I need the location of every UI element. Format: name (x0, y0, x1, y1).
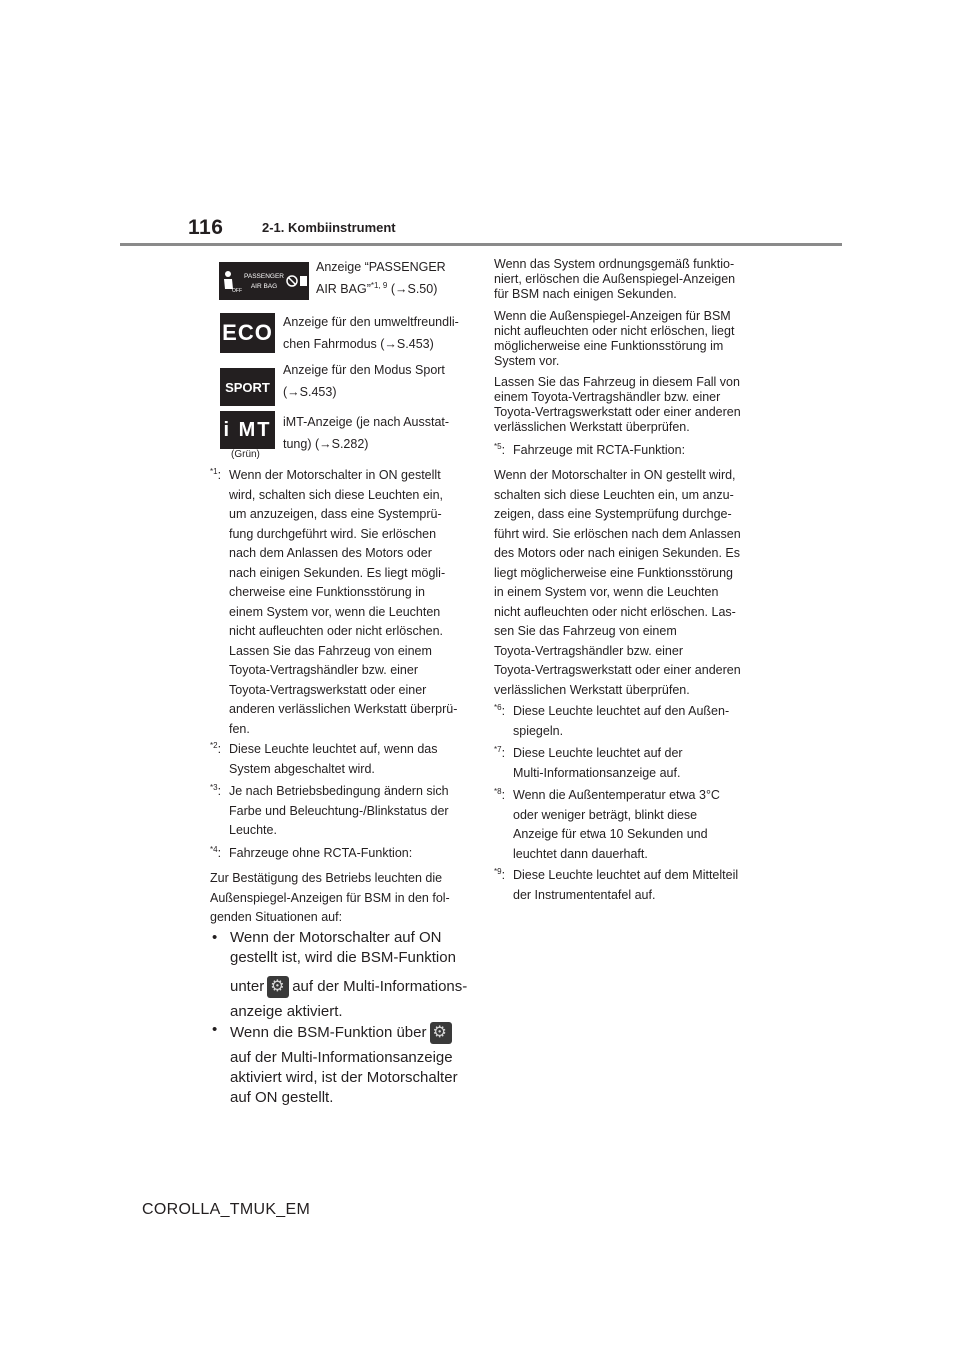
imt-color-caption: (Grün) (231, 449, 260, 460)
right-paragraph-4: Wenn der Motorschalter in ON gestellt wird, schalten sich diese Leuchten ein, um anzu- zeigen, dass eine Systemprüfung durchge- führt wird. Sie erlöschen nach dem Anlassen des Motors oder nach einigen Sekunden. Es liegt möglicherweise eine Funktionsstörung in einem System vor, wenn die Leuchten nicht aufleuchten oder nicht erlöschen. Las- sen Sie das Fahrzeug von einem Toyota-Vertragshändler bzw. einer Toyota-Vertragswerkstatt oder einer anderen verlässlichen Werkstatt überprüfen. (494, 468, 741, 697)
settings-gear-icon (267, 976, 289, 998)
page-number: 116 (188, 216, 224, 239)
document-code: COROLLA_TMUK_EM (142, 1201, 311, 1218)
eco-mode-icon: ECO (220, 313, 275, 353)
footnote-5: $^{*5}$: Fahrzeuge mit RCTA-Funktion: (494, 441, 686, 457)
footnote-1: $^{*1}$: Wenn der Motorschalter in ON gestellt wird, schalten sich diese Leuchten ein, um anzuzeigen, dass eine Systemprü- fung durchgeführt wird. Sie erlöschen nach dem Anlassen des Motors oder nach einigen Sekunden. Es liegt mögli- cherweise eine Funktionsstörung in einem System vor, wenn die Leuchten nicht aufleuchten oder nicht erlöschen. Lassen Sie das Fahrzeug von einem Toyota-Vertragshändler bzw. einer Toyota-Vertragswerkstatt oder einer anderen verlässlichen Werkstatt überprü- fen. (210, 466, 458, 736)
imt-indicator-description: iMT-Anzeige (je nach Ausstat- tung) (→S.282) (283, 415, 450, 451)
eco-indicator-description: Anzeige für den umweltfreundli- chen Fahrmodus (→S.453) (283, 315, 459, 351)
bsm-paragraph: Zur Bestätigung des Betriebs leuchten die Außenspiegel-Anzeigen für BSM in den fol- genden Situationen auf: (210, 871, 450, 924)
passenger-airbag-off-icon (219, 262, 309, 300)
footnote-8: $^{*8}$: Wenn die Außentemperatur etwa 3°C oder weniger beträgt, blinkt diese Anzeige für etwa 10 Sekunden und leuchtet dann dauerhaft. (494, 786, 720, 861)
right-paragraph-3: Lassen Sie das Fahrzeug in diesem Fall von einem Toyota-Vertragshändler bzw. einer Toyota-Vertragswerkstatt oder einer anderen verlässlichen Werkstatt überprüfen. (494, 375, 741, 434)
footnote-9: $^{*9}$: Diese Leuchte leuchtet auf dem Mittelteil der Instrumententafel auf. (494, 866, 739, 902)
footnote-6: $^{*6}$: Diese Leuchte leuchtet auf den Außen- spiegeln. (494, 702, 730, 738)
airbag-indicator-description: Anzeige “PASSENGER AIR BAG”$^{*1, 9}$ (→S.50) (316, 260, 446, 296)
sport-mode-icon: SPORT (220, 368, 275, 406)
footnote-2: $^{*2}$: Diese Leuchte leuchtet auf, wenn das System abgeschaltet wird. (210, 740, 438, 776)
footnote-7: $^{*7}$: Diese Leuchte leuchtet auf der Multi-Informationsanzeige auf. (494, 744, 683, 780)
section-title: 2-1. Kombiinstrument (262, 220, 396, 235)
right-paragraph-1: Wenn das System ordnungsgemäß funktio- niert, erlöschen die Außenspiegel-Anzeigen für BSM nach einigen Sekunden. (494, 257, 736, 301)
footnote-3: $^{*3}$: Je nach Betriebsbedingung ändern sich Farbe und Beleuchtung-/Blinkstatus der Leuchte. (210, 782, 449, 837)
svg-text:OFF: OFF (232, 288, 242, 294)
imt-icon: i MT (220, 411, 275, 449)
right-paragraph-2: Wenn die Außenspiegel-Anzeigen für BSM nicht aufleuchten oder nicht erlöschen, liegt möglicherweise eine Funktionsstörung im System vor. (494, 309, 735, 368)
svg-text:AIR BAG: AIR BAG (250, 283, 278, 290)
bullet-item-1: • Wenn der Motorschalter auf ON gestellt ist, wird die BSM-Funktion unter⚙ auf der Multi-Informations- anzeige aktiviert. (212, 928, 482, 1022)
bullet-item-2: • Wenn die BSM-Funktion über⚙ auf der Multi-Informationsanzeige aktiviert wird, ist der Motorschalter auf ON gestellt. (212, 1020, 482, 1108)
settings-gear-icon (430, 1022, 452, 1044)
sport-indicator-description: Anzeige für den Modus Sport (→S.453) (283, 363, 445, 399)
header-rule (120, 243, 842, 246)
footnote-4: $^{*4}$: Fahrzeuge ohne RCTA-Funktion: (210, 844, 413, 860)
svg-text:PASSENGER: PASSENGER (244, 273, 284, 280)
